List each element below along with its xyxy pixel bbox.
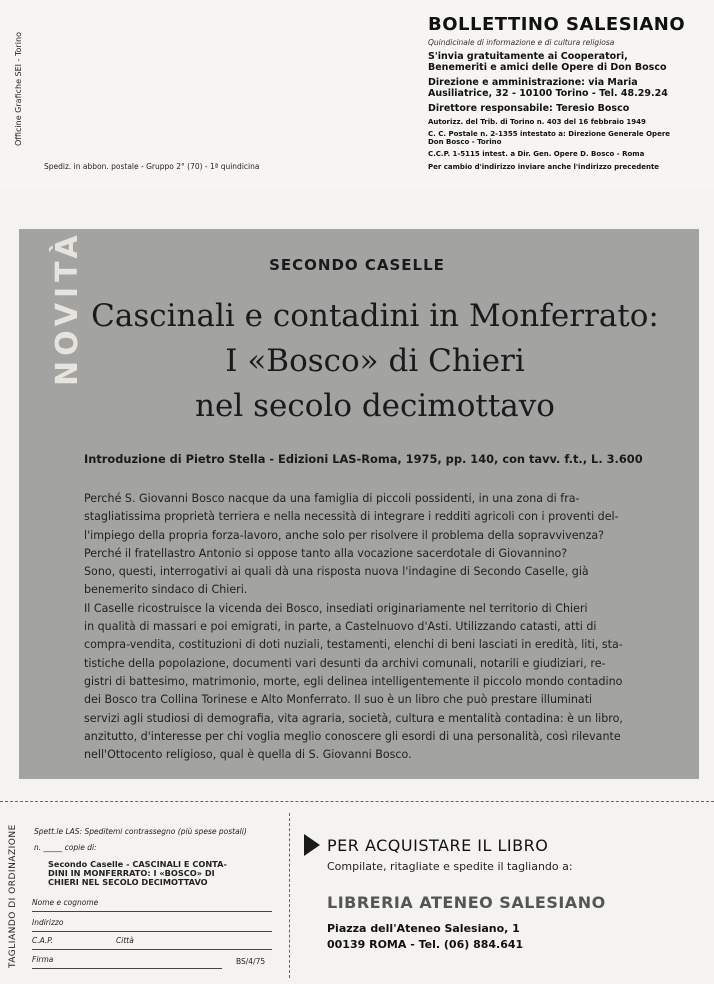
editor-in-chief: Direttore responsabile: Teresio Bosco [428, 103, 630, 114]
library-city-phone: 00139 ROMA - Tel. (06) 884.641 [327, 938, 524, 951]
mailing-header [0, 0, 714, 190]
order-coupon-label: TAGLIANDO DI ORDINAZIONE [8, 824, 18, 968]
description-line: servizi agli studiosi di demografia, vita agraria, società, cultura e mentalità contadina: è un libro, [84, 711, 623, 725]
postal-account-rome: C.C.P. 1-5115 intest. a Dir. Gen. Opere D. Bosco - Roma [428, 150, 645, 158]
coupon-code: BS/4/75 [236, 957, 266, 966]
book-publication-info: Introduzione di Pietro Stella - Edizioni LAS-Roma, 1975, pp. 140, con tavv. f.t., L. 3.600 [84, 452, 643, 466]
coupon-request-text: Spett.le LAS: Speditemi contrassegno (più spese postali) [34, 827, 247, 836]
distribution-note: S'invia gratuitamente ai Cooperatori, Benemeriti e amici delle Opere di Don Bosco [428, 51, 667, 73]
description-line: nell'Ottocento religioso, qual è quella di S. Giovanni Bosco. [84, 748, 412, 762]
postcode-city-field[interactable] [32, 936, 272, 950]
coupon-book-line: Secondo Caselle - CASCINALI E CONTA- [48, 859, 227, 869]
book-author: SECONDO CASELLE [269, 256, 445, 274]
purchase-instructions: Compilate, ritagliate e spedite il tagliando a: [327, 860, 573, 873]
book-title-line-3: nel secolo decimottavo [195, 388, 555, 424]
name-field-label: Nome e cognome [32, 898, 99, 907]
description-line: gistri di battesimo, matrimonio, morte, egli delinea intelligentemente il piccolo mondo contadino [84, 674, 623, 688]
library-address: Piazza dell'Ateneo Salesiano, 1 [327, 922, 520, 935]
coupon-book-title [48, 860, 227, 887]
publication-subtitle: Quindicinale di informazione e di cultura religiosa [428, 38, 615, 47]
description-line: Perché S. Giovanni Bosco nacque da una famiglia di piccoli possidenti, in una zona di fra- [84, 492, 580, 505]
direction-address: Direzione e amministrazione: via Maria Ausiliatrice, 32 - 10100 Torino - Tel. 48.29.24 [428, 77, 668, 99]
coupon-book-line: DINI IN MONFERRATO: I «BOSCO» DI [48, 868, 215, 879]
city-field-label: Città [116, 936, 134, 945]
signature-field[interactable] [32, 955, 222, 969]
description-line: Sono, questi, interrogativi ai quali dà una risposta nuova l'indagine di Secondo Caselle, già [84, 565, 589, 579]
purchase-heading: PER ACQUISTARE IL LIBRO [327, 836, 549, 855]
book-description [84, 490, 674, 764]
coupon-book-line: CHIERI NEL SECOLO DECIMOTTAVO [48, 877, 208, 888]
description-line: compra-vendita, costituzioni di doti nuziali, testamenti, elenchi di beni lasciati in eredità, liti, sta- [84, 638, 623, 652]
description-line: anzitutto, d'interesse per chi voglia meglio conoscere gli esordi di una personalità, così rilevante [84, 729, 621, 743]
library-name: LIBRERIA ATENEO SALESIANO [327, 893, 606, 912]
publication-title: BOLLETTINO SALESIANO [428, 14, 686, 35]
name-field[interactable] [32, 898, 272, 912]
signature-field-label: Firma [32, 955, 54, 964]
postal-account-turin: C. C. Postale n. 2-1355 intestato a: Direzione Generale Opere Don Bosco - Torino [428, 130, 671, 147]
description-line: Perché il fratellastro Antonio si oppose tanto alla vocazione sacerdotale di Giovannino? [84, 546, 568, 560]
description-line: stagliatissima proprietà terriera e nella necessità di integrare i redditi agricoli con i proventi del- [84, 510, 619, 524]
court-authorization: Autorizz. del Trib. di Torino n. 403 del 16 febbraio 1949 [428, 118, 646, 126]
address-change-note: Per cambio d'indirizzo inviare anche l'indirizzo precedente [428, 163, 660, 171]
book-title-line-2: I «Bosco» di Chieri [225, 343, 525, 379]
coupon-copies-field[interactable]: n. _____ copie di: [34, 843, 97, 852]
cut-line-vertical [289, 813, 290, 978]
address-field[interactable] [32, 918, 272, 932]
description-line: in qualità di massari e poi emigrati, in parte, a Castelnuovo d'Asti. Utilizzando catasti, atti di [84, 620, 597, 634]
description-line: tistiche della popolazione, documenti vari desunti da archivi comunali, notarili e giudiziari, re- [84, 656, 606, 670]
arrow-right-icon [304, 834, 320, 856]
description-line: benemerito sindaco di Chieri. [84, 583, 248, 597]
cut-line-horizontal [0, 801, 714, 802]
address-field-label: Indirizzo [32, 918, 64, 927]
postcode-field-label: C.A.P. [32, 936, 54, 945]
novita-label: NOVITÀ [50, 230, 85, 386]
printer-label: Officine Grafiche SEI - Torino [14, 32, 23, 146]
book-title-line-1: Cascinali e contadini in Monferrato: [91, 298, 659, 334]
description-line: Il Caselle ricostruisce la vicenda dei Bosco, insediati originariamente nel territorio di Chieri [84, 601, 588, 615]
description-line: l'impiego della propria forza-lavoro, anche solo per risolvere il problema della sopravvivenza? [84, 528, 605, 542]
description-line: dei Bosco tra Collina Torinese e Alto Monferrato. Il suo è un libro che può prestare illuminati [84, 693, 593, 707]
postal-line: Spediz. in abbon. postale - Gruppo 2° (70) - 1ª quindicina [44, 162, 260, 171]
